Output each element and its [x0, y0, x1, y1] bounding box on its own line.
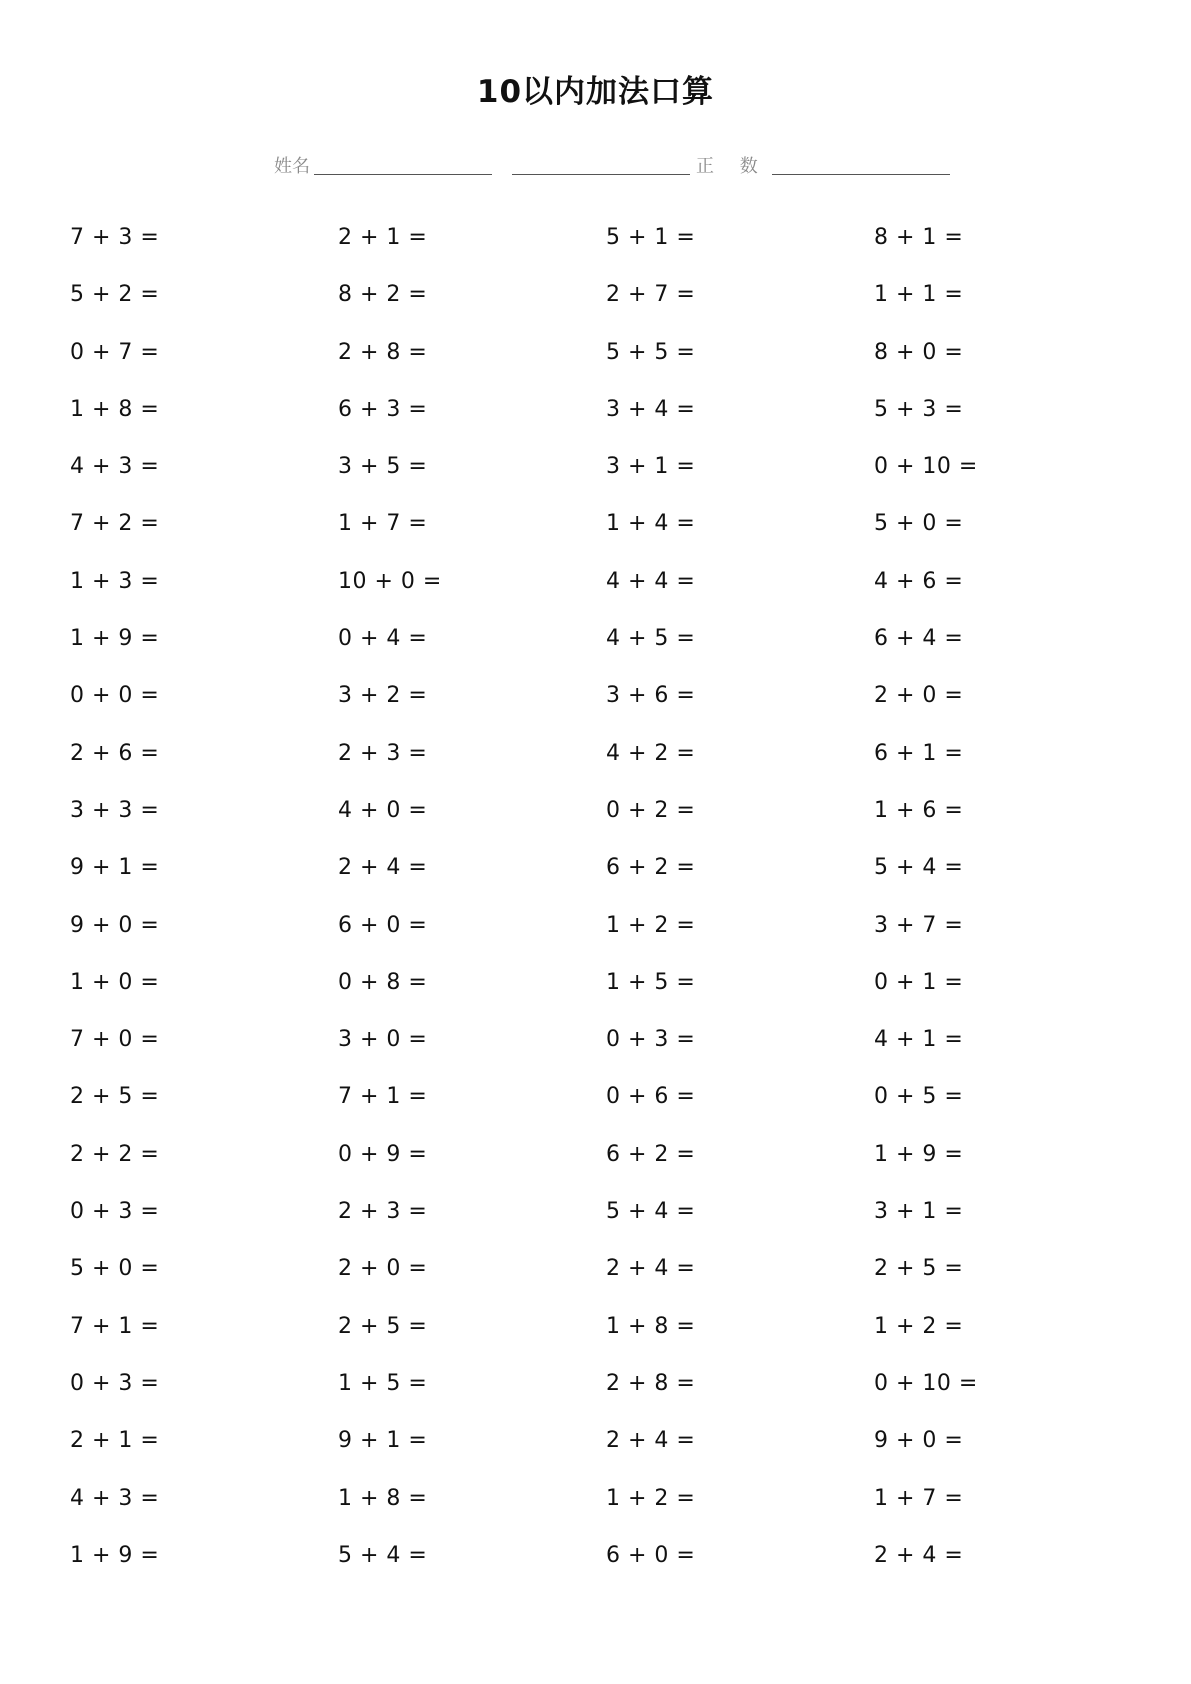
- arithmetic-problem: 1 + 8 =: [338, 1485, 428, 1511]
- name-blank-line[interactable]: [314, 174, 492, 175]
- arithmetic-problem: 1 + 8 =: [606, 1313, 696, 1339]
- arithmetic-problem: 3 + 3 =: [70, 797, 160, 823]
- arithmetic-problem: 6 + 2 =: [606, 855, 696, 881]
- arithmetic-problem: 1 + 9 =: [70, 626, 160, 652]
- arithmetic-problem: 1 + 1 =: [874, 282, 964, 308]
- arithmetic-problem: 0 + 0 =: [70, 683, 160, 709]
- arithmetic-problem: 2 + 2 =: [70, 1141, 160, 1167]
- page-title: 10以内加法口算: [476, 74, 715, 110]
- arithmetic-problem: 2 + 5 =: [70, 1084, 160, 1110]
- arithmetic-problem: 6 + 1 =: [874, 740, 964, 766]
- arithmetic-problem: 0 + 9 =: [338, 1141, 428, 1167]
- arithmetic-problem: 4 + 0 =: [338, 797, 428, 823]
- arithmetic-problem: 7 + 1 =: [70, 1313, 160, 1339]
- arithmetic-problem: 6 + 0 =: [338, 912, 428, 938]
- arithmetic-problem: 2 + 8 =: [606, 1370, 696, 1396]
- arithmetic-problem: 0 + 6 =: [606, 1084, 696, 1110]
- arithmetic-problem: 1 + 4 =: [606, 511, 696, 537]
- arithmetic-problem: 1 + 9 =: [874, 1141, 964, 1167]
- arithmetic-problem: 5 + 4 =: [606, 1199, 696, 1225]
- arithmetic-problem: 6 + 4 =: [874, 626, 964, 652]
- arithmetic-problem: 2 + 3 =: [338, 1199, 428, 1225]
- arithmetic-problem: 2 + 0 =: [874, 683, 964, 709]
- arithmetic-problem: 3 + 6 =: [606, 683, 696, 709]
- arithmetic-problem: 1 + 3 =: [70, 568, 160, 594]
- arithmetic-problem: 10 + 0 =: [338, 568, 442, 594]
- arithmetic-problem: 3 + 2 =: [338, 683, 428, 709]
- arithmetic-problem: 9 + 0 =: [874, 1428, 964, 1454]
- arithmetic-problem: 6 + 0 =: [606, 1542, 696, 1568]
- arithmetic-problem: 3 + 5 =: [338, 454, 428, 480]
- problem-grid: [70, 218, 1140, 1593]
- arithmetic-problem: 2 + 5 =: [874, 1256, 964, 1282]
- arithmetic-problem: 2 + 4 =: [606, 1256, 696, 1282]
- arithmetic-problem: 5 + 0 =: [874, 511, 964, 537]
- arithmetic-problem: 1 + 5 =: [338, 1370, 428, 1396]
- arithmetic-problem: 4 + 5 =: [606, 626, 696, 652]
- arithmetic-problem: 2 + 4 =: [874, 1542, 964, 1568]
- arithmetic-problem: 2 + 1 =: [338, 225, 428, 250]
- arithmetic-problem: 4 + 3 =: [70, 1485, 160, 1511]
- arithmetic-problem: 2 + 6 =: [70, 740, 160, 766]
- arithmetic-problem: 1 + 9 =: [70, 1542, 160, 1568]
- arithmetic-problem: 1 + 2 =: [606, 1485, 696, 1511]
- score-label: 正 数: [696, 156, 768, 177]
- arithmetic-problem: 9 + 1 =: [338, 1428, 428, 1454]
- arithmetic-problem: 3 + 1 =: [606, 454, 696, 480]
- arithmetic-problem: 0 + 10 =: [874, 454, 978, 480]
- arithmetic-problem: 6 + 2 =: [606, 1141, 696, 1167]
- arithmetic-problem: 1 + 2 =: [606, 912, 696, 938]
- arithmetic-problem: 0 + 5 =: [874, 1084, 964, 1110]
- arithmetic-problem: 2 + 7 =: [606, 282, 696, 308]
- arithmetic-problem: 4 + 3 =: [70, 454, 160, 480]
- arithmetic-problem: 3 + 4 =: [606, 396, 696, 422]
- arithmetic-problem: 2 + 8 =: [338, 339, 428, 365]
- arithmetic-problem: 4 + 6 =: [874, 568, 964, 594]
- arithmetic-problem: 1 + 7 =: [874, 1485, 964, 1511]
- arithmetic-problem: 4 + 2 =: [606, 740, 696, 766]
- arithmetic-problem: 3 + 0 =: [338, 1027, 428, 1053]
- arithmetic-problem: 0 + 8 =: [338, 969, 428, 995]
- arithmetic-problem: 8 + 2 =: [338, 282, 428, 308]
- arithmetic-problem: 5 + 2 =: [70, 282, 160, 308]
- arithmetic-problem: 2 + 5 =: [338, 1313, 428, 1339]
- arithmetic-problem: 5 + 0 =: [70, 1256, 160, 1282]
- arithmetic-problem: 5 + 1 =: [606, 225, 696, 250]
- arithmetic-problem: 7 + 0 =: [70, 1027, 160, 1053]
- arithmetic-problem: 5 + 4 =: [338, 1542, 428, 1568]
- student-info-row: [274, 152, 950, 178]
- arithmetic-problem: 5 + 5 =: [606, 339, 696, 365]
- arithmetic-problem: 2 + 4 =: [338, 855, 428, 881]
- arithmetic-problem: 0 + 1 =: [874, 969, 964, 995]
- arithmetic-problem: 0 + 4 =: [338, 626, 428, 652]
- arithmetic-problem: 5 + 3 =: [874, 396, 964, 422]
- arithmetic-problem: 3 + 7 =: [874, 912, 964, 938]
- arithmetic-problem: 0 + 7 =: [70, 339, 160, 365]
- arithmetic-problem: 0 + 2 =: [606, 797, 696, 823]
- arithmetic-problem: 4 + 4 =: [606, 568, 696, 594]
- arithmetic-problem: 2 + 3 =: [338, 740, 428, 766]
- blank-line[interactable]: [512, 174, 690, 175]
- arithmetic-problem: 7 + 3 =: [70, 225, 160, 250]
- arithmetic-problem: 1 + 2 =: [874, 1313, 964, 1339]
- arithmetic-problem: 1 + 5 =: [606, 969, 696, 995]
- arithmetic-problem: 0 + 3 =: [606, 1027, 696, 1053]
- arithmetic-problem: 1 + 8 =: [70, 396, 160, 422]
- arithmetic-problem: 9 + 1 =: [70, 855, 160, 881]
- arithmetic-problem: 1 + 7 =: [338, 511, 428, 537]
- arithmetic-problem: 8 + 0 =: [874, 339, 964, 365]
- arithmetic-problem: 2 + 0 =: [338, 1256, 428, 1282]
- arithmetic-problem: 7 + 2 =: [70, 511, 160, 537]
- arithmetic-problem: 7 + 1 =: [338, 1084, 428, 1110]
- arithmetic-problem: 0 + 3 =: [70, 1199, 160, 1225]
- arithmetic-problem: 5 + 4 =: [874, 855, 964, 881]
- arithmetic-problem: 9 + 0 =: [70, 912, 160, 938]
- arithmetic-problem: 2 + 1 =: [70, 1428, 160, 1454]
- arithmetic-problem: 0 + 3 =: [70, 1370, 160, 1396]
- score-blank-line[interactable]: [772, 174, 950, 175]
- arithmetic-problem: 0 + 10 =: [874, 1370, 978, 1396]
- arithmetic-problem: 1 + 0 =: [70, 969, 160, 995]
- arithmetic-problem: 2 + 4 =: [606, 1428, 696, 1454]
- arithmetic-problem: 8 + 1 =: [874, 225, 964, 250]
- arithmetic-problem: 4 + 1 =: [874, 1027, 964, 1053]
- arithmetic-problem: 6 + 3 =: [338, 396, 428, 422]
- arithmetic-problem: 1 + 6 =: [874, 797, 964, 823]
- name-label: 姓名: [274, 156, 310, 177]
- arithmetic-problem: 3 + 1 =: [874, 1199, 964, 1225]
